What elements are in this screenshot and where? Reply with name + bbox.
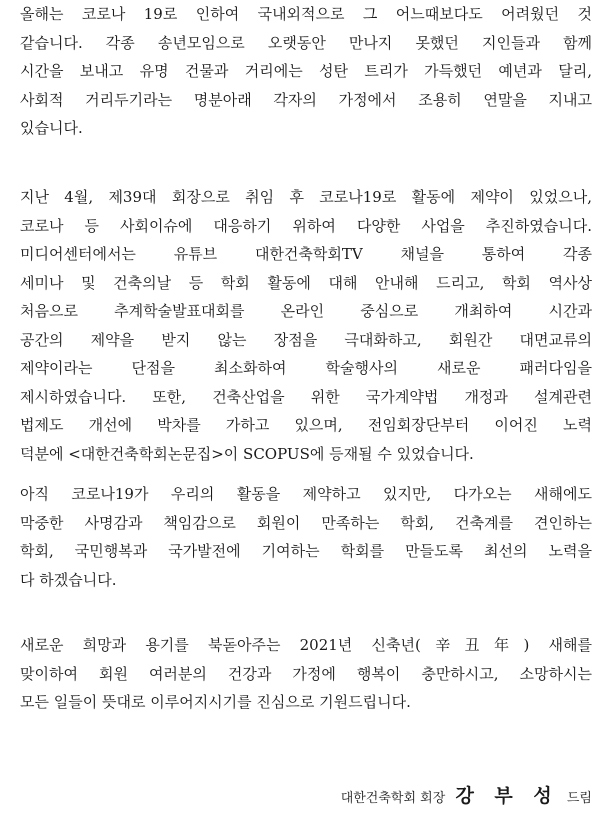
signature [341, 784, 592, 811]
signature-name: 강 부 성 [455, 785, 559, 807]
text-line: 덕분에 <대한건축학회논문집>이 SCOPUS에 등재될 수 있었습니다. [20, 444, 474, 463]
text-line: 법제도 개선에 박차를 가하고 있으며, 전임회장단부터 이어진 노력 [20, 416, 592, 434]
paragraph-commitment [20, 480, 592, 594]
text-line: 사회적 거리두기라는 명분아래 각자의 가정에서 조용히 연말을 지내고 [20, 90, 592, 109]
text-line: 시간을 보내고 유명 건물과 거리에는 성탄 트리가 가득했던 예년과 달리, [20, 62, 592, 80]
text-line: 세미나 및 건축의날 등 학회 활동에 대해 안내해 드리고, 학회 역사상 [20, 273, 592, 292]
text-line: 맞이하여 회원 여러분의 건강과 가정에 행복이 충만하시고, 소망하시는 [20, 664, 592, 683]
text-line: 공간의 제약을 받지 않는 장점을 극대화하고, 회원간 대면교류의 [20, 330, 592, 349]
text-line: 제약이라는 단점을 최소화하여 학술행사의 새로운 패러다임을 [20, 359, 592, 377]
signature-title: 대한건축학회 회장 [340, 791, 446, 806]
text-line: 같습니다. 각종 송년모임으로 오랫동안 만나지 못했던 지인들과 함께 [20, 33, 592, 52]
text-line: 모든 일들이 뜻대로 이루어지시기를 진심으로 기원드립니다. [20, 693, 411, 711]
paragraph-activities [20, 183, 592, 468]
text-line: 제시하였습니다. 또한, 건축산업을 위한 국가계약법 개정과 설계관련 [20, 387, 592, 406]
text-line: 학회, 국민행복과 국가발전에 기여하는 학회를 만들도록 최선의 노력을 [20, 542, 592, 560]
text-line: 다 하겠습니다. [20, 570, 117, 589]
text-line: 막중한 사명감과 책임감으로 회원이 만족하는 학회, 건축계를 견인하는 [20, 513, 592, 532]
text-line: 코로나 등 사회이슈에 대응하기 위하여 다양한 사업을 추진하였습니다. [20, 216, 592, 235]
text-line: 아직 코로나19가 우리의 활동을 제약하고 있지만, 다가오는 새해에도 [20, 485, 592, 503]
paragraph-greeting [20, 0, 592, 143]
signature-closing: 드림 [566, 791, 592, 806]
text-line: 있습니다. [20, 119, 83, 137]
text-line: 올해는 코로나 19로 인하여 국내외적으로 그 어느때보다도 어려웠던 것 [20, 5, 592, 23]
text-line: 새로운 희망과 용기를 북돋아주는 2021년 신축년(辛丑年) 새해를 [20, 636, 592, 654]
text-line: 처음으로 추계학술발표대회를 온라인 중심으로 개최하여 시간과 [20, 302, 592, 320]
text-line: 지난 4월, 제39대 회장으로 취임 후 코로나19로 활동에 제약이 있었으나, [20, 188, 592, 206]
paragraph-wishes [20, 631, 592, 717]
text-line: 미디어센터에서는 유튜브 대한건축학회TV 채널을 통하여 각종 [20, 245, 592, 263]
